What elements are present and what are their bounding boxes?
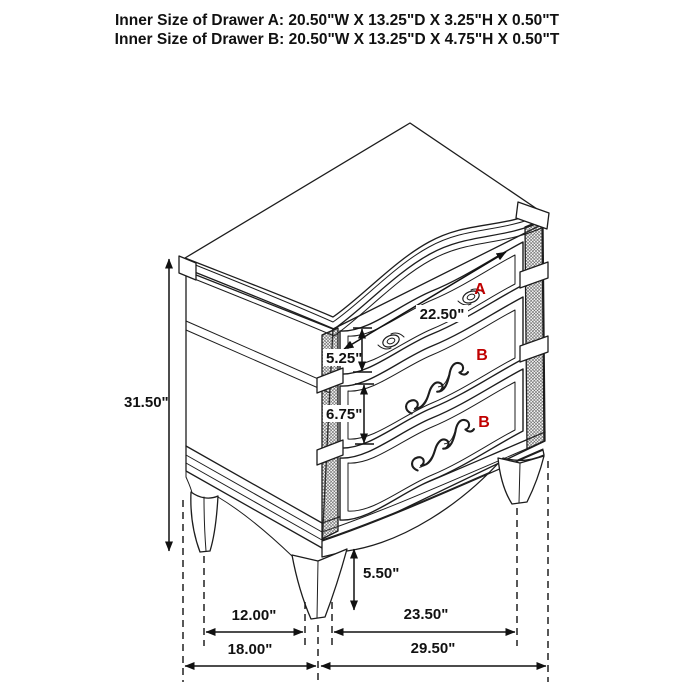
title-line-1: Inner Size of Drawer A: 20.50"W X 13.25"D X 3.25"H X 0.50"T bbox=[114, 12, 560, 29]
dim-overall-width bbox=[321, 640, 546, 666]
drawer-b-height-label: 6.75" bbox=[326, 406, 363, 423]
front-leg-spacing-label: 23.50" bbox=[403, 606, 449, 623]
nightstand-drawing bbox=[179, 123, 549, 619]
drawer-b-middle-label: B bbox=[476, 347, 488, 364]
dim-leg-height bbox=[354, 549, 399, 610]
drawer-a-height-label: 5.25" bbox=[326, 350, 363, 367]
dim-overall-height bbox=[124, 259, 169, 551]
title-line-2: Inner Size of Drawer B: 20.50"W X 13.25"D X 4.75"H X 0.50"T bbox=[114, 31, 560, 48]
drawer-a-label: A bbox=[474, 281, 486, 298]
drawer-front-width-label: 22.50" bbox=[419, 306, 465, 323]
dim-side-leg-spacing bbox=[206, 607, 303, 632]
overall-width-label: 29.50" bbox=[410, 640, 456, 657]
overall-depth-label: 18.00" bbox=[227, 641, 273, 658]
drawer-b-bottom-label: B bbox=[478, 414, 490, 431]
leg-height-label: 5.50" bbox=[363, 565, 400, 582]
overall-height-label: 31.50" bbox=[124, 394, 169, 411]
side-leg-spacing-label: 12.00" bbox=[231, 607, 277, 624]
leg-right bbox=[498, 456, 544, 504]
corner-post-right bbox=[525, 220, 544, 449]
dim-front-leg-spacing bbox=[334, 606, 515, 632]
leg-front bbox=[292, 549, 347, 619]
